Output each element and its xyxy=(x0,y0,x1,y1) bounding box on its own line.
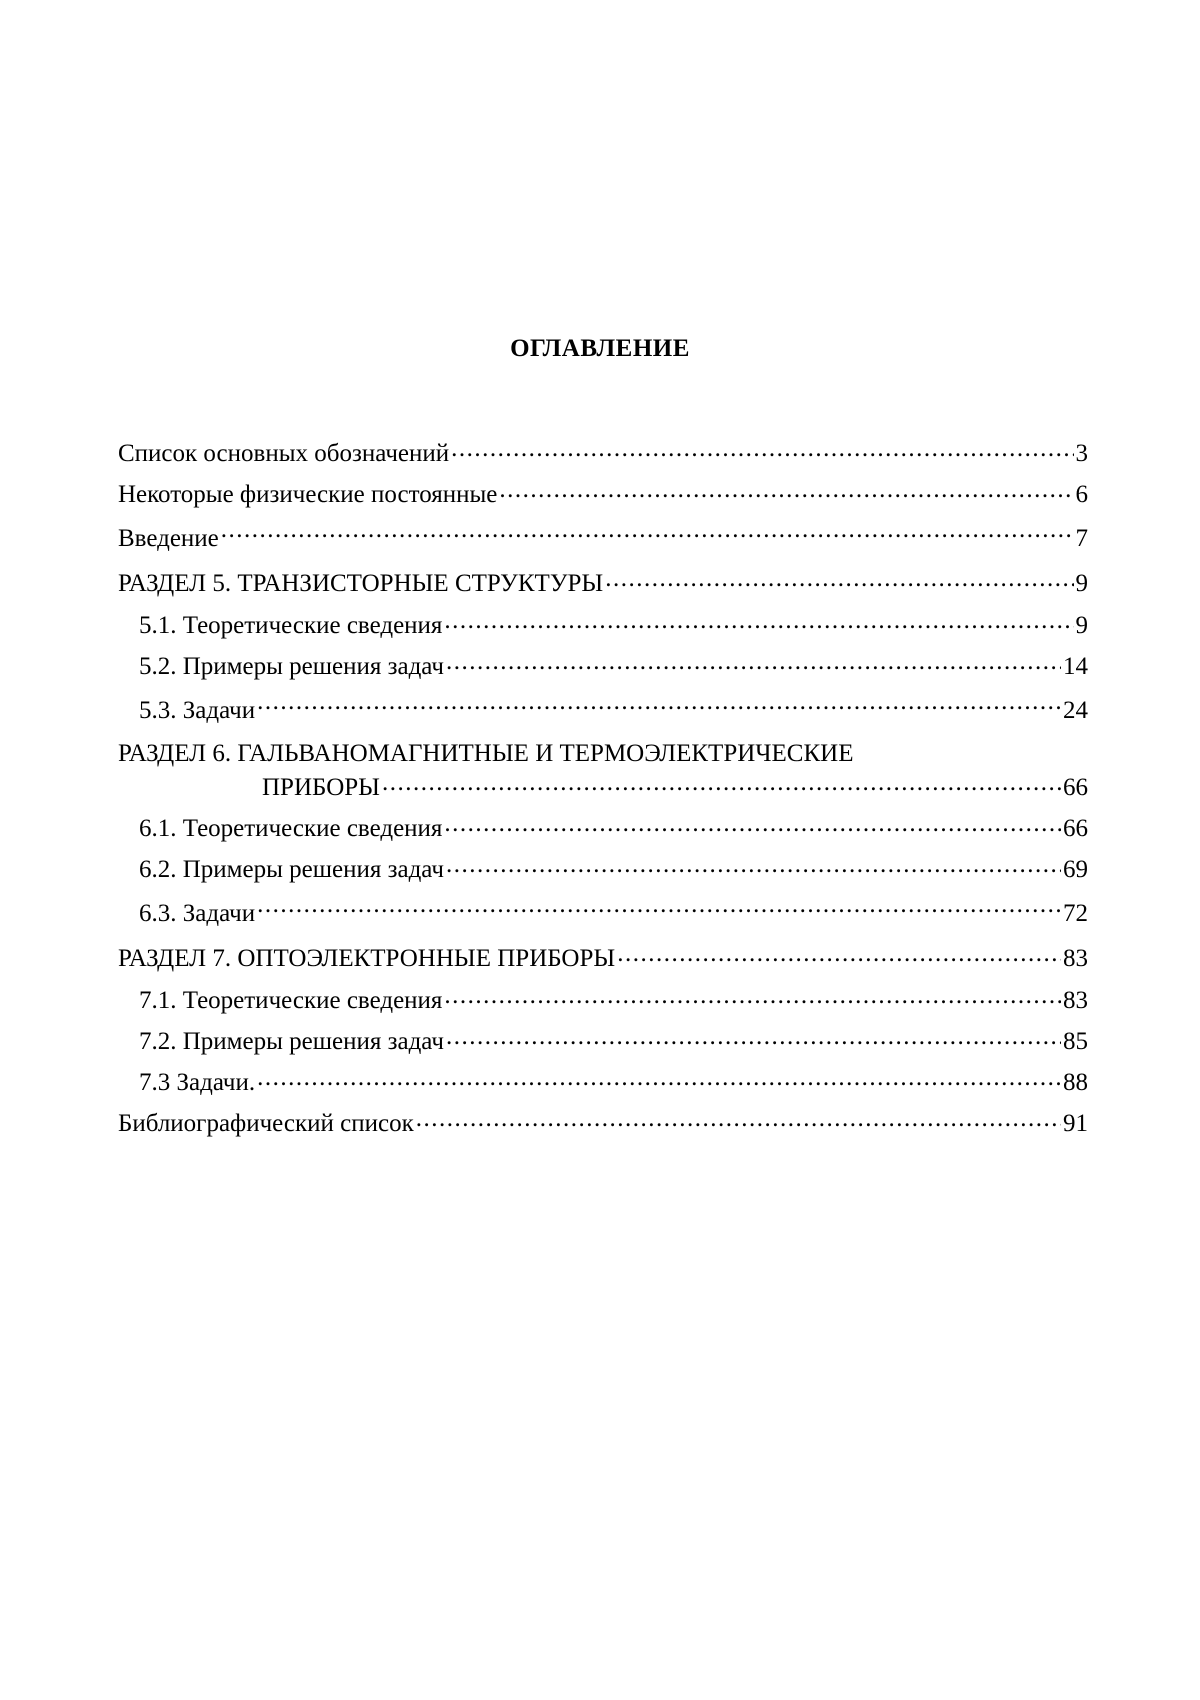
dot-leader xyxy=(382,770,1061,795)
dot-leader xyxy=(444,811,1061,836)
toc-page-number: 6 xyxy=(1075,481,1088,508)
dot-leader xyxy=(221,521,1074,546)
toc-entry-6-1[interactable] xyxy=(118,811,1088,852)
toc-page-number: 24 xyxy=(1063,697,1088,724)
toc-page-number: 7 xyxy=(1075,525,1088,552)
toc-entry-5-1[interactable] xyxy=(118,608,1088,649)
dot-leader xyxy=(444,983,1061,1008)
toc-entry-introduction[interactable] xyxy=(118,518,1088,566)
dot-leader xyxy=(499,477,1073,502)
dot-leader xyxy=(617,941,1061,966)
toc-entry-label: Введение xyxy=(118,525,219,552)
toc-entry-label: РАЗДЕЛ 7. ОПТОЭЛЕКТРОННЫЕ ПРИБОРЫ xyxy=(118,945,616,972)
toc-entry-6-3[interactable] xyxy=(118,893,1088,941)
toc-page-number: 14 xyxy=(1063,653,1088,680)
toc-page-number: 69 xyxy=(1063,856,1088,883)
toc-entry-7-1[interactable] xyxy=(118,983,1088,1024)
toc-page-number: 83 xyxy=(1063,945,1088,972)
toc-page-number: 91 xyxy=(1063,1110,1088,1137)
toc-entry-label: 6.2. Примеры решения задач xyxy=(139,856,444,883)
toc-entry-label: 7.2. Примеры решения задач xyxy=(139,1028,444,1055)
dot-leader xyxy=(257,896,1061,921)
toc-entry-7-3[interactable] xyxy=(118,1065,1088,1106)
toc-entry-label: Некоторые физические постоянные xyxy=(118,481,498,508)
toc-page-number: 3 xyxy=(1075,440,1088,467)
toc-entry-label: Список основных обозначений xyxy=(118,440,450,467)
toc-entry-label-continued: ПРИБОРЫ xyxy=(262,774,380,801)
toc-entry-section-5[interactable] xyxy=(118,566,1088,608)
toc-entry-7-2[interactable] xyxy=(118,1024,1088,1065)
dot-leader xyxy=(416,1106,1061,1131)
toc-entry-constants[interactable] xyxy=(118,477,1088,518)
toc-entry-symbols[interactable] xyxy=(118,436,1088,477)
toc-page-number: 66 xyxy=(1063,815,1088,842)
toc-page-number: 85 xyxy=(1063,1028,1088,1055)
toc-entry-label: 7.3 Задачи. xyxy=(139,1069,256,1096)
toc-page-number: 66 xyxy=(1063,774,1088,801)
toc-entry-label: 5.3. Задачи xyxy=(139,697,256,724)
toc-entry-label: РАЗДЕЛ 5. ТРАНЗИСТОРНЫЕ СТРУКТУРЫ xyxy=(118,570,604,597)
toc-entry-5-3[interactable] xyxy=(118,690,1088,738)
toc-entry-label: РАЗДЕЛ 6. ГАЛЬВАНОМАГНИТНЫЕ И ТЕРМОЭЛЕКТРИЧЕСКИЕ xyxy=(118,740,854,767)
dot-leader xyxy=(446,852,1061,877)
dot-leader xyxy=(257,1065,1061,1090)
toc-page-number: 9 xyxy=(1075,570,1088,597)
dot-leader xyxy=(444,608,1073,633)
toc-entry-6-2[interactable] xyxy=(118,852,1088,893)
toc-entry-5-2[interactable] xyxy=(118,649,1088,690)
toc-entry-label: 6.3. Задачи xyxy=(139,900,256,927)
toc-title: ОГЛАВЛЕНИЕ xyxy=(510,335,690,362)
dot-leader xyxy=(451,436,1073,461)
dot-leader xyxy=(257,693,1061,718)
toc-entry-label: Библиографический список xyxy=(118,1110,414,1137)
dot-leader xyxy=(605,566,1073,591)
dot-leader xyxy=(446,1024,1061,1049)
toc-entry-bibliography[interactable] xyxy=(118,1106,1088,1147)
table-of-contents xyxy=(118,436,1088,1147)
toc-entry-section-6[interactable] xyxy=(118,738,1088,811)
toc-entry-section-7[interactable] xyxy=(118,941,1088,983)
toc-page-number: 9 xyxy=(1075,612,1088,639)
toc-page-number: 88 xyxy=(1063,1069,1088,1096)
dot-leader xyxy=(446,649,1061,674)
toc-entry-label: 5.2. Примеры решения задач xyxy=(139,653,444,680)
toc-entry-label: 5.1. Теоретические сведения xyxy=(139,612,443,639)
toc-page-number: 72 xyxy=(1063,900,1088,927)
toc-entry-label: 6.1. Теоретические сведения xyxy=(139,815,443,842)
toc-entry-label: 7.1. Теоретические сведения xyxy=(139,987,443,1014)
toc-page-number: 83 xyxy=(1063,987,1088,1014)
